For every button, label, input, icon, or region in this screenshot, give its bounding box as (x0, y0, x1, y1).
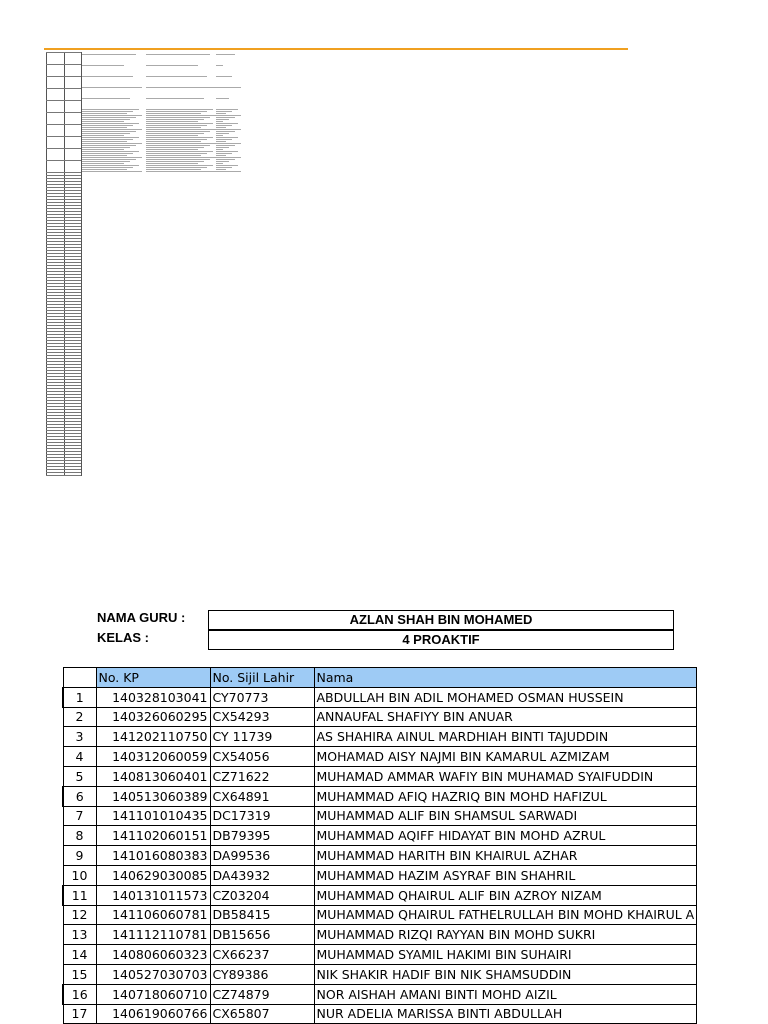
row-kp: 140527030703 (96, 964, 210, 984)
guru-label: NAMA GURU : (97, 610, 186, 625)
table-row (63, 865, 697, 885)
row-kp: 140629030085 (96, 865, 210, 885)
table-row (63, 846, 697, 866)
row-kp: 140328103041 (96, 687, 210, 707)
row-sijil: CX65807 (210, 1004, 314, 1024)
row-index: 6 (63, 786, 96, 806)
row-sijil: CZ03204 (210, 885, 314, 905)
row-nama: MOHAMAD AISY NAJMI BIN KAMARUL AZMIZAM (314, 747, 697, 767)
row-nama: NIK SHAKIR HADIF BIN NIK SHAMSUDDIN (314, 964, 697, 984)
row-nama: ABDULLAH BIN ADIL MOHAMED OSMAN HUSSEIN (314, 687, 697, 707)
row-sijil: CZ74879 (210, 984, 314, 1004)
row-kp: 140813060401 (96, 766, 210, 786)
guru-value: AZLAN SHAH BIN MOHAMED (208, 610, 674, 630)
row-kp: 140806060323 (96, 945, 210, 965)
row-kp: 141202110750 (96, 727, 210, 747)
row-index: 12 (63, 905, 96, 925)
row-nama: ANNAUFAL SHAFIYY BIN ANUAR (314, 707, 697, 727)
row-kp: 141112110781 (96, 925, 210, 945)
row-kp: 140619060766 (96, 1004, 210, 1024)
row-nama: MUHAMMAD RIZQI RAYYAN BIN MOHD SUKRI (314, 925, 697, 945)
row-sijil: DB79395 (210, 826, 314, 846)
row-nama: MUHAMMAD ALIF BIN SHAMSUL SARWADI (314, 806, 697, 826)
header-cell-index (63, 668, 96, 688)
student-table (62, 667, 697, 1024)
table-row (63, 786, 697, 806)
row-sijil: DA43932 (210, 865, 314, 885)
table-row (63, 945, 697, 965)
row-sijil: CY 11739 (210, 727, 314, 747)
table-row (63, 905, 697, 925)
table-header-row (63, 668, 697, 688)
row-sijil: DA99536 (210, 846, 314, 866)
row-kp: 140718060710 (96, 984, 210, 1004)
row-nama: MUHAMMAD HARITH BIN KHAIRUL AZHAR (314, 846, 697, 866)
row-kp: 140312060059 (96, 747, 210, 767)
row-sijil: CX54293 (210, 707, 314, 727)
thumbnail-accent-line (44, 48, 628, 50)
table-row (63, 747, 697, 767)
row-sijil: DC17319 (210, 806, 314, 826)
table-row (63, 727, 697, 747)
row-sijil: CZ71622 (210, 766, 314, 786)
row-index: 10 (63, 865, 96, 885)
row-nama: MUHAMMAD AFIQ HAZRIQ BIN MOHD HAFIZUL (314, 786, 697, 806)
row-sijil: CY70773 (210, 687, 314, 707)
row-nama: NUR ADELIA MARISSA BINTI ABDULLAH (314, 1004, 697, 1024)
row-kp: 141106060781 (96, 905, 210, 925)
header-cell-nama: Nama (314, 668, 697, 688)
row-sijil: DB58415 (210, 905, 314, 925)
row-nama: MUHAMMAD SYAMIL HAKIMI BIN SUHAIRI (314, 945, 697, 965)
table-row (63, 925, 697, 945)
kelas-label: KELAS : (97, 630, 149, 645)
row-index: 13 (63, 925, 96, 945)
row-nama: AS SHAHIRA AINUL MARDHIAH BINTI TAJUDDIN (314, 727, 697, 747)
kelas-value: 4 PROAKTIF (208, 630, 674, 650)
row-kp: 140326060295 (96, 707, 210, 727)
row-index: 4 (63, 747, 96, 767)
row-index: 9 (63, 846, 96, 866)
row-sijil: CY89386 (210, 964, 314, 984)
table-row (63, 806, 697, 826)
row-index: 15 (63, 964, 96, 984)
row-kp: 140513060389 (96, 786, 210, 806)
row-index: 8 (63, 826, 96, 846)
row-sijil: CX66237 (210, 945, 314, 965)
row-sijil: DB15656 (210, 925, 314, 945)
row-index: 1 (63, 687, 96, 707)
row-nama: MUHAMMAD AQIFF HIDAYAT BIN MOHD AZRUL (314, 826, 697, 846)
row-index: 3 (63, 727, 96, 747)
row-nama: NOR AISHAH AMANI BINTI MOHD AIZIL (314, 984, 697, 1004)
row-index: 7 (63, 806, 96, 826)
table-row (63, 826, 697, 846)
row-index: 14 (63, 945, 96, 965)
row-kp: 140131011573 (96, 885, 210, 905)
header-cell-kp: No. KP (96, 668, 210, 688)
table-row (63, 1004, 697, 1024)
row-index: 16 (63, 984, 96, 1004)
row-index: 17 (63, 1004, 96, 1024)
table-row (63, 707, 697, 727)
row-kp: 141102060151 (96, 826, 210, 846)
table-row (63, 687, 697, 707)
table-row (63, 984, 697, 1004)
row-index: 11 (63, 885, 96, 905)
table-row (63, 964, 697, 984)
table-row (63, 766, 697, 786)
header-cell-sijil: No. Sijil Lahir (210, 668, 314, 688)
row-kp: 141016080383 (96, 846, 210, 866)
row-nama: MUHAMMAD QHAIRUL FATHELRULLAH BIN MOHD KHAIRUL A (314, 905, 697, 925)
row-sijil: CX54056 (210, 747, 314, 767)
sheet-thumbnail (44, 46, 630, 486)
row-nama: MUHAMAD AMMAR WAFIY BIN MUHAMAD SYAIFUDDIN (314, 766, 697, 786)
row-index: 5 (63, 766, 96, 786)
row-kp: 141101010435 (96, 806, 210, 826)
row-nama: MUHAMMAD QHAIRUL ALIF BIN AZROY NIZAM (314, 885, 697, 905)
table-row (63, 885, 697, 905)
row-nama: MUHAMMAD HAZIM ASYRAF BIN SHAHRIL (314, 865, 697, 885)
row-index: 2 (63, 707, 96, 727)
row-sijil: CX64891 (210, 786, 314, 806)
